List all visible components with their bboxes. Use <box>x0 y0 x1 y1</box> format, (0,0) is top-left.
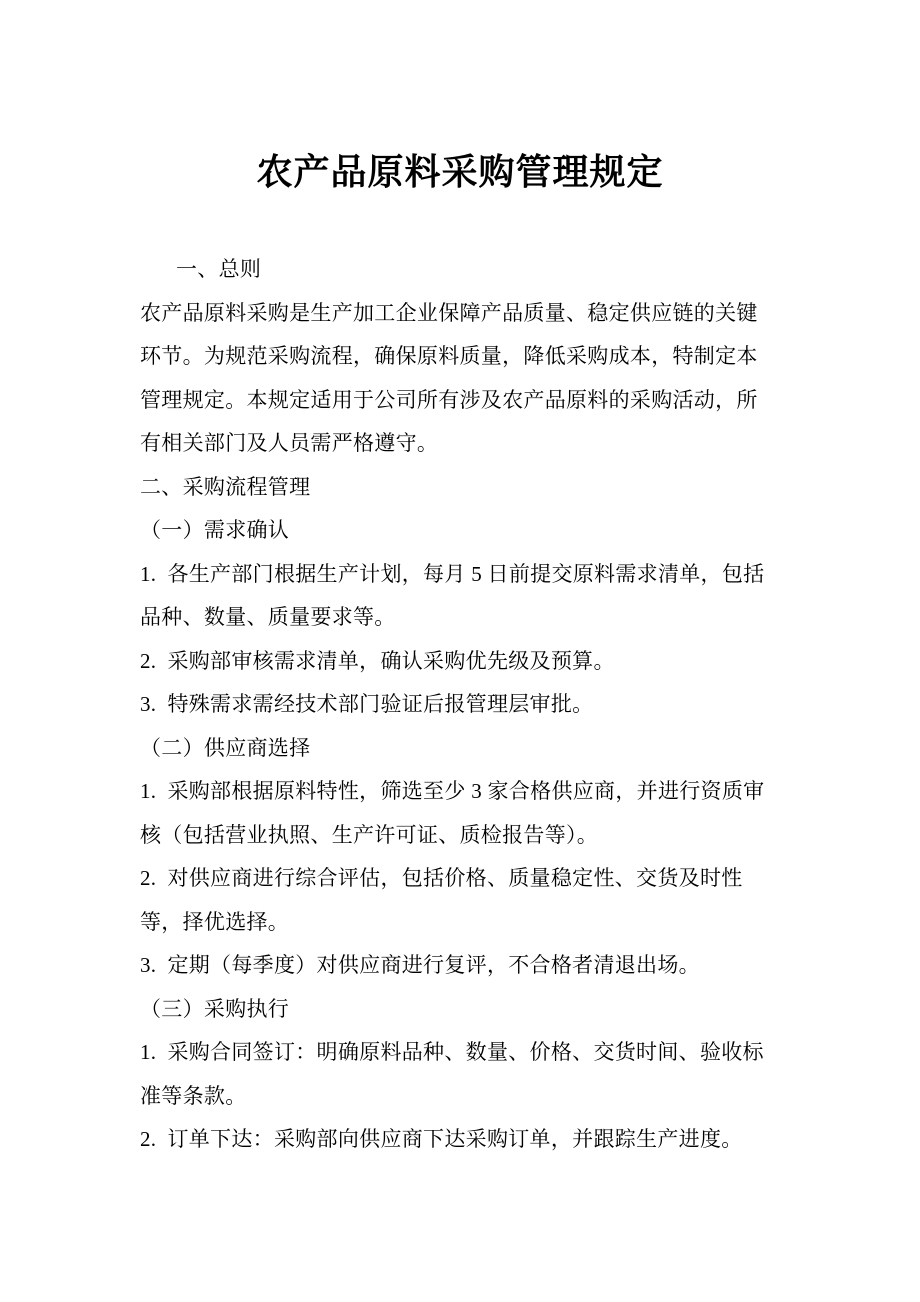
doc-line: 管理规定。本规定适用于公司所有涉及农产品原料的采购活动，所 <box>140 387 758 412</box>
doc-line-list-item: 3. 定期（每季度）对供应商进行复评，不合格者清退出场。 <box>140 953 700 977</box>
doc-line: 环节。为规范采购流程，确保原料质量，降低采购成本，特制定本 <box>140 344 758 368</box>
doc-line-subheading-3: （三）采购执行 <box>140 996 290 1021</box>
doc-line-list-item: 1. 采购部根据原料特性，筛选至少 3 家合格供应商，并进行资质审 <box>140 779 765 803</box>
doc-line-subheading-2: （二）供应商选择 <box>140 735 311 760</box>
doc-line-list-item: 1. 各生产部门根据生产计划，每月 5 日前提交原料需求清单，包括 <box>140 561 765 586</box>
doc-line: 准等条款。 <box>140 1083 247 1108</box>
doc-line: 等，择优选择。 <box>140 909 290 934</box>
doc-line: 核（包括营业执照、生产许可证、质检报告等）。 <box>140 822 599 847</box>
doc-line-subheading-1: （一）需求确认 <box>140 518 290 542</box>
doc-line: 农产品原料采购是生产加工企业保障产品质量、稳定供应链的关键 <box>140 300 758 325</box>
doc-line-list-item: 1. 采购合同签订：明确原料品种、数量、价格、交货时间、验收标 <box>140 1040 764 1064</box>
document-title: 农产品原料采购管理规定 <box>256 151 664 192</box>
doc-line: 有相关部门及人员需严格遵守。 <box>140 431 439 455</box>
doc-line-list-item: 3. 特殊需求需经技术部门验证后报管理层审批。 <box>140 692 594 716</box>
doc-line-list-item: 2. 对供应商进行综合评估，包括价格、质量稳定性、交货及时性 <box>140 866 743 890</box>
doc-line: 品种、数量、质量要求等。 <box>140 605 396 629</box>
document-body <box>0 248 920 1162</box>
doc-line-heading-1: 一、总则 <box>176 257 262 281</box>
doc-line-list-item: 2. 订单下达：采购部向供应商下达采购订单，并跟踪生产进度。 <box>140 1127 743 1151</box>
doc-line-list-item: 2. 采购部审核需求清单，确认采购优先级及预算。 <box>140 648 615 673</box>
doc-line-heading-2: 二、采购流程管理 <box>140 474 311 499</box>
